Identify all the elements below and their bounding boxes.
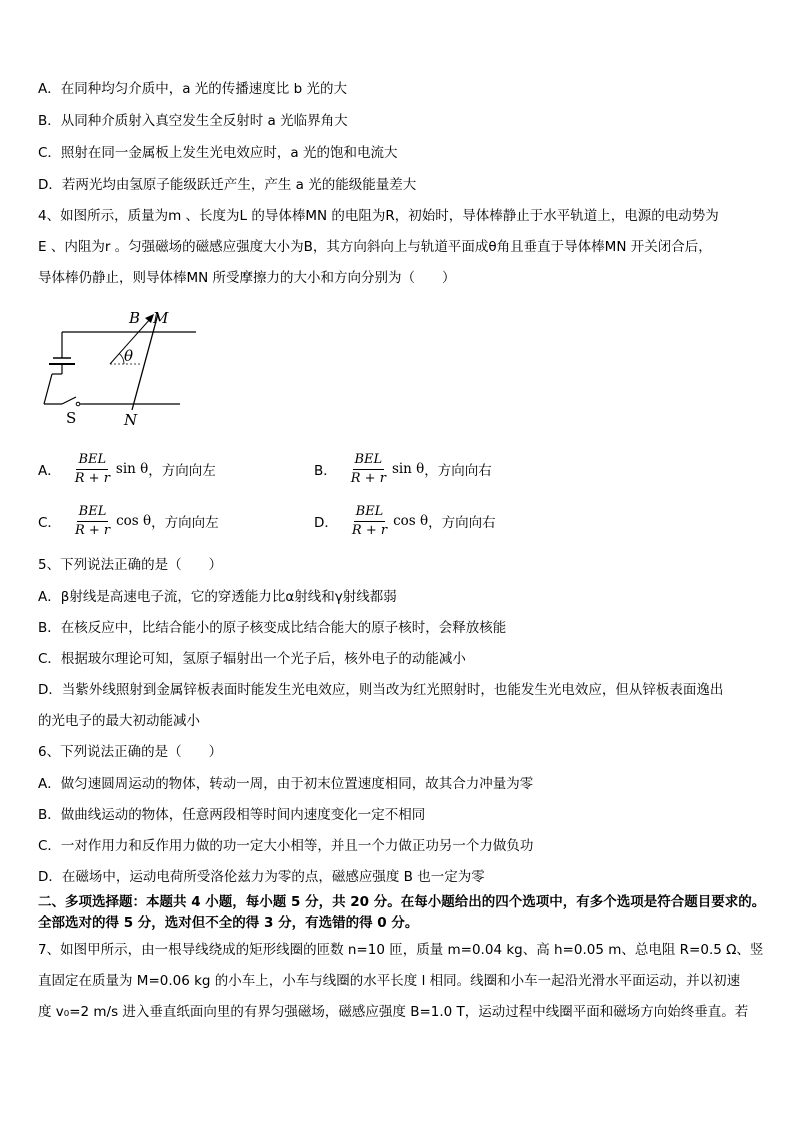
q4-stem-line2: E 、内阻为r 。匀强磁场的磁感应强度大小为B，其方向斜向上与轨道平面成θ角且垂直于导体棒MN 开关闭合后，	[38, 239, 712, 255]
q7-line1: 7、如图甲所示，由一根导线绕成的矩形线圈的匝数 n=10 匝，质量 m=0.04 kg、高 h=0.05 m、总电阻 R=0.5 Ω、竖	[38, 942, 764, 958]
q5-option-a: A．β射线是高速电子流，它的穿透能力比α射线和γ射线都弱	[38, 589, 397, 605]
section2-heading-line1: 二、多项选择题：本题共 4 小题，每小题 5 分，共 20 分。在每小题给出的四个选项中，有多个选项是符合题目要求的。	[38, 894, 766, 910]
q4-option-d: D． $\frac{\text{BEL}}{R + r}$ cos θ ，方向向右	[314, 503, 496, 538]
q3-option-b: B．从同种介质射入真空发生全反射时 a 光临界角大	[38, 113, 348, 129]
q5-stem: 5、下列说法正确的是（ ）	[38, 557, 223, 573]
q3-option-d: D．若两光均由氢原子能级跃迁产生，产生 a 光的能级能量差大	[38, 177, 417, 193]
q3-option-c: C．照射在同一金属板上发生光电效应时，a 光的饱和电流大	[38, 145, 398, 161]
fraction: $\frac{\text{BEL}}{R + r}$	[351, 503, 388, 538]
q4-circuit-figure	[38, 306, 208, 430]
conductor-rod-mn	[132, 314, 158, 410]
q6-option-c: C．一对作用力和反作用力做的功一定大小相等，并且一个力做正功另一个力做负功	[38, 838, 534, 854]
q5-option-c: C．根据玻尔理论可知，氢原子辐射出一个光子后，核外电子的动能减小	[38, 651, 466, 667]
q3-option-a: A．在同种均匀介质中，a 光的传播速度比 b 光的大	[38, 81, 347, 97]
label-theta: θ	[124, 347, 134, 365]
q4-stem-line1: 4、如图所示，质量为m 、长度为L 的导体棒MN 的电阻为R，初始时，导体棒静止于水平轨道上，电源的电动势为	[38, 208, 719, 224]
label-b: B	[129, 309, 141, 327]
q4-stem-line3: 导体棒仍静止，则导体棒MN 所受摩擦力的大小和方向分别为（ ）	[38, 270, 456, 286]
label-s: S	[66, 409, 77, 427]
fraction: $\frac{\text{BEL}}{R + r}$	[74, 451, 110, 486]
q7-line2: 直固定在质量为 M=0.06 kg 的小车上，小车与线圈的水平长度 l 相同。线圈和小车一起沿光滑水平面运动，并以初速	[38, 973, 741, 989]
q7-line3: 度 v₀=2 m/s 进入垂直纸面向里的有界匀强磁场，磁感应强度 B=1.0 T，运动过程中线圈平面和磁场方向始终垂直。若	[38, 1004, 749, 1020]
q6-option-a: A．做匀速圆周运动的物体，转动一周，由于初末位置速度相同，故其合力冲量为零	[38, 776, 534, 792]
q4-option-b: B． $\frac{\text{BEL}}{R + r}$ sin θ ，方向向右	[314, 451, 492, 486]
fraction: $\frac{\text{BEL}}{R + r}$	[350, 451, 386, 486]
q6-stem: 6、下列说法正确的是（ ）	[38, 744, 223, 760]
q5-option-d-line2: 的光电子的最大初动能减小	[38, 713, 200, 729]
q5-option-d-line1: D．当紫外线照射到金属锌板表面时能发生光电效应，则当改为红光照射时，也能发生光电效应，但从锌板表面逸出	[38, 682, 724, 698]
label-m: M	[153, 309, 169, 327]
q4-option-c: C． $\frac{\text{BEL}}{R + r}$ cos θ ，方向向左	[38, 503, 219, 538]
switch-icon	[62, 397, 80, 406]
label-n: N	[124, 411, 138, 429]
section2-heading-line2: 全部选对的得 5 分，选对但不全的得 3 分，有选错的得 0 分。	[38, 915, 419, 931]
q6-option-d: D．在磁场中，运动电荷所受洛伦兹力为零的点，磁感应强度 B 也一定为零	[38, 869, 485, 885]
battery-icon	[49, 358, 75, 364]
q6-option-b: B．做曲线运动的物体，任意两段相等时间内速度变化一定不相同	[38, 807, 426, 823]
q5-option-b: B．在核反应中，比结合能小的原子核变成比结合能大的原子核时，会释放核能	[38, 620, 507, 636]
q4-option-a: A． $\frac{\text{BEL}}{R + r}$ sin θ ，方向向左	[38, 451, 216, 486]
fraction: $\frac{\text{BEL}}{R + r}$	[74, 503, 111, 538]
